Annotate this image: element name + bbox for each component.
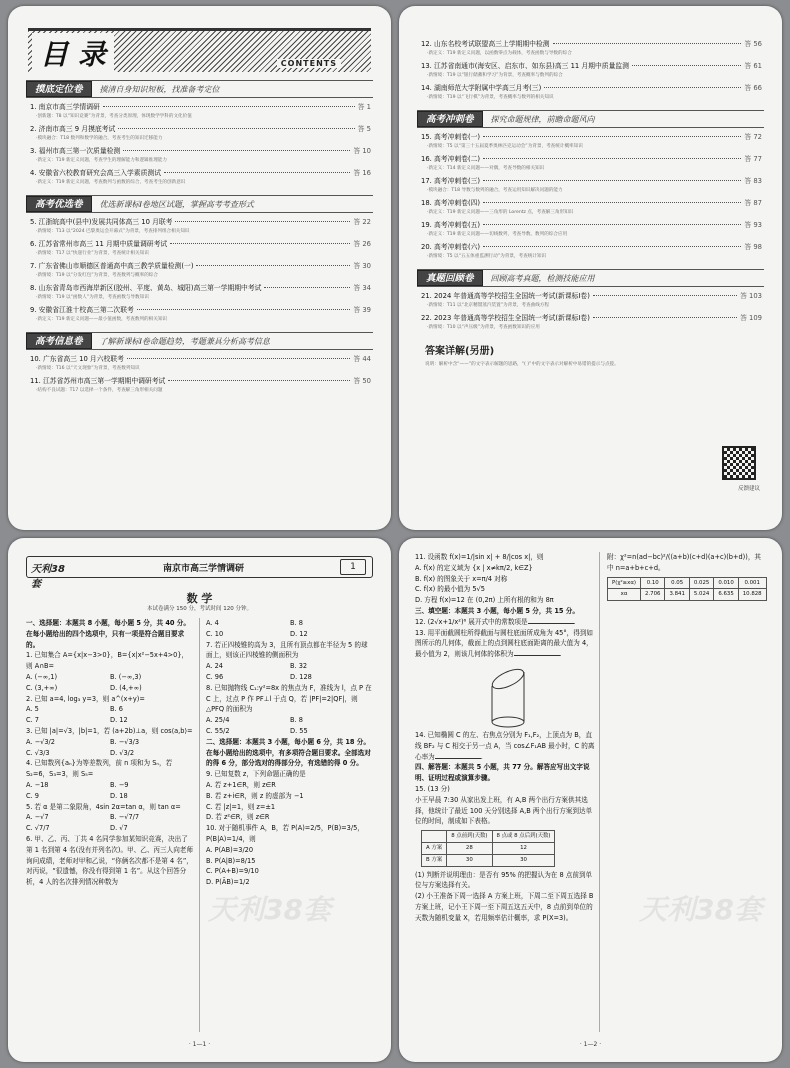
toc-entry-note: ·新情境：T13 以“2024 巴黎奥运会开幕式”为背景，考查排列组合相关知识 [36,229,190,234]
exam-page-2: 11. 设函数 f(x)=1/|sin x| + 8/|cos x|，则 A. f(x) 的定义域为 {x | x≠kπ/2, k∈Z} B. f(x) 的图象关于 x=π/4 对称 C. f(x) 的最小值为 5√5 D. 方程 f(x)=12 在 (0,2π) 上所有根的和为 8π 三、填空题：本题共 3 小题，每小题 5 分，共 15 分。 12. (2√x+1/x²)⁶ 展开式中的常数项是 . 13. 用平面截圆柱所得截面与圆柱底面所成角为 45°，得到如图所示的几何体，截面上的点到圆柱底面距离的最大值为 4，最小值为 2，则该几何体的体积为 . 14. 已知椭圆 C 的左、右焦点分别为 F₁,F₂，上顶点为 B，直线 BF₂ 与 C 相交于另一点 A，当 cos∠F₁AB 最小时，C 的离心率为 . 四、解答题：本题共 5 小题，共 77 分。解答应写出文字说明、证明过程或演算步骤。 15. (13 分) 小王早晨 7:30 从家出发上班，有 A,B 两个出行方案供其选择，他统计了最近 100 天分别选择 A,B 两个出行方案到达单位的时间，制成如下表格。 8 点前到(天数) 8 点或 8 点后到(天数) A 方案 28 12 B 方案 30 30 (1) 判断并说明理由：是否有 95% 的把握认为在 8 点前到单位与方案选择有关。 (2) 小王准备下周一选择 A 方案上班，下周二至下周五选择 B 方案上班，记小王下周一至下周五这五天中，8 点前到单位的天数为随机变量 X，若用频率估计概率，求 P(X=3)。 附：χ²=n(ad−bc)²/((a+b)(c+d)(a+c)(b+d))，其中 n=a+b+c+d。 P(χ²≥xα) 0.10 0.05 0.025 0.010 0.001 xα 2.706 3.841 5.024 6.635 10.828 天利38套 · 1—2 · [399,538,782,1062]
exam-page-1: 天利38套 南京市高三学情调研 1 数 学 本试卷满分 150 分，考试时间 120 分钟。 一、选择题：本题共 8 小题，每小题 5 分，共 40 分。在每小题给出的四个选项中，只有一项是符合题目要求的。 1. 已知集合 A={x|x−3>0}，B={x|x²−5x+4>0}，则 A∩B= A. (−∞,1) B. (−∞,3) C. (3,+∞) D. (4,+∞) 2. 已知 a=4, log₃ y=3，则 a^(x+y)= A. 5 B. 6 C. 7 D. 12 3. 已知 |a|=√3，|b|=1，若 (a+2b)⊥a，则 cos⟨a,b⟩= A. −√3/2 B. −√3/3 C. √3/3 D. √3/2 4. 已知数列{aₙ}为等差数列，前 n 项和为 Sₙ，若 S₂=6，S₃=3，则 S₅= A. −18 B. −9 C. 9 D. 18 5. 若 α 是第二象限角，4sin 2α=tan α，则 tan α= A. −√7 B. −√7/7 C. √7/7 D. √7 6. 甲、乙、丙、丁共 4 名同学参加某知识竞赛，决出了第 1 名到第 4 名(没有并列名次)。甲、乙、丙三人向老师询问成绩，老师对甲和乙说，“你俩名次都不是第 4 名”，对丙说，“很遗憾，你没有得到第 1 名”。从这个回答分析，4 人的名次排列情况种数为 A. 4 B. 8 C. 10 D. 12 7. 若正四棱锥的高为 3，且所有顶点都在半径为 5 的球面上，则该正四棱锥的侧面积为 A. 24 B. 32 C. 96 D. 128 8. 已知抛物线 C₁:y²=8x 的焦点为 F，准线为 l，点 P 在 C 上，过点 P 作 PF⊥l 于点 Q，若 |PF|=2|QF|，则 △PFQ 的面积为 A. 25/4 B. 8 C. 55/2 D. 55 二、选择题：本题共 3 小题，每小题 6 分，共 18 分。在每小题给出的选项中，有多项符合题目要求。全部选对的得 6 分，部分选对的得部分分，有选错的得 0 分。 9. 已知复数 z，下列命题正确的是 A. 若 z+1∈R，则 z∈R B. 若 z+i∈R，则 z 的虚部为 −1 C. 若 |z|=1，则 z=±1 D. 若 z²∈R，则 z∈R 10. 对于随机事件 A，B，若 P(A)=2/5，P(B)=3/5，P(B|A)=1/4，则 A. P(AB)=3/20 B. P(A|B)=8/15 C. P(A+B)=9/10 D. P(ĀB)=1/2 天利38套 · 1—1 · [8,538,391,1062]
section-header: 摸底定位卷 摸清自身知识短板，找准备考定位 [26,80,373,98]
qr-label: 反馈建议 [737,486,760,492]
toc-entry-note: ·新情境：T5 以“五五体重监测行动”为背景，考查统计知识 [427,254,547,259]
toc-page-2 [399,6,782,530]
toc-entry[interactable] [30,239,371,258]
toc-entry-note: ·模块融合：T18 导数与数列的融合，考查运用知识解决问题的能力 [427,188,563,193]
toc-entry-note: ·结构不良试题：T17 以选择一个条件，考查解三角形相关问题 [36,388,163,393]
toc-title: 目 录 [32,33,114,73]
toc-entry-page: 答 109 [740,314,762,322]
toc-entry-title: 5. 江浙皖高中(县中)发展共同体高三 10 月联考 [30,218,173,226]
toc-entry-page: 答 66 [744,84,762,92]
toc-entry-page: 答 34 [353,284,371,292]
toc-entry-title: 11. 江苏省苏州市高三第一学期期中调研考试 [30,377,166,385]
exam-column-right-2: 附：χ²=n(ad−bc)²/((a+b)(c+d)(a+c)(b+d))，其中 n=a+b+c+d。 P(χ²≥xα) 0.10 0.05 0.025 0.010 0.001 xα 2.706 3.841 5.024 6.635 10.828 [607,552,767,601]
toc-entry-page: 答 61 [744,62,762,70]
toc-entry[interactable] [421,61,762,80]
toc-entry[interactable] [30,102,371,121]
toc-entry-note: ·新情境：T17 以“快递行业”为背景，考查统计相关知识 [36,251,149,256]
toc-header [28,28,371,72]
exam-column-left: 一、选择题：本题共 8 小题，每小题 5 分，共 40 分。在每小题给出的四个选项中，只有一项是符合题目要求的。 1. 已知集合 A={x|x−3>0}，B={x|x²−5x+4>0}，则 A∩B= A. (−∞,1) B. (−∞,3) C. (3,+∞) D. (4,+∞) 2. 已知 a=4, log₃ y=3，则 a^(x+y)= A. 5 B. 6 C. 7 D. 12 3. 已知 |a|=√3，|b|=1，若 (a+2b)⊥a，则 cos⟨a,b⟩= A. −√3/2 B. −√3/3 C. √3/3 D. √3/2 4. 已知数列{aₙ}为等差数列，前 n 项和为 Sₙ，若 S₂=6，S₃=3，则 S₅= A. −18 B. −9 C. 9 D. 18 5. 若 α 是第二象限角，4sin 2α=tan α，则 tan α= A. −√7 B. −√7/7 C. √7/7 D. √7 6. 甲、乙、丙、丁共 4 名同学参加某知识竞赛，决出了第 1 名到第 4 名(没有并列名次)。甲、乙、丙三人向老师询问成绩，老师对甲和乙说，“你俩名次都不是第 4 名”，对丙说，“很遗憾，你没有得到第 1 名”。从这个回答分析，4 人的名次排列情况种数为 [26,619,193,887]
toc-entry-title: 18. 高考冲刺卷(四) [421,199,481,207]
section-header: 真题回顾卷 回顾高考真题，检测技能应用 [417,269,764,287]
toc-entry-page: 答 98 [744,243,762,251]
toc-entry-note: ·新定义：T19 新定义问题——切线数列，考查导数、数列的综合应用 [427,232,568,237]
toc-entry[interactable] [421,220,762,239]
toc-entry-note: ·新定义：T19 新定义问题，以函数零点为载体，考查函数与导数的综合 [427,51,572,56]
toc-entry-note: ·新情境：T11 以“北京精馏蒸汽装置”为背景，考查曲线方程 [427,303,549,308]
toc-entry-page: 答 50 [353,377,371,385]
toc-entry-title: 21. 2024 年普通高等学校招生全国统一考试(新课标Ⅰ卷) [421,292,590,300]
toc-entry-title: 1. 南京市高三学情调研 [30,103,100,111]
toc-entry-page: 答 39 [353,306,371,314]
toc-entry-title: 22. 2023 年普通高等学校招生全国统一考试(新课标Ⅰ卷) [421,314,590,322]
toc-entry-page: 答 30 [353,262,371,270]
toc-entry[interactable] [421,291,762,310]
toc-entry-note: ·新情境：T19 以“函数人”为背景，考查函数与导数知识 [36,295,149,300]
toc-entry-title: 3. 福州市高三第一次质量检测 [30,147,121,155]
toc-entry-page: 答 56 [744,40,762,48]
toc-entry[interactable] [30,124,371,143]
exam-number: 1 [340,559,366,575]
toc-entry[interactable] [421,198,762,217]
toc-entry-page: 答 26 [353,240,371,248]
toc-entry-note: ·新情境：T10 以“声压级”为背景，考查函数知识的应用 [427,325,540,330]
toc-entry[interactable] [421,313,762,332]
toc-entry-note: ·新情境：T19 以“飞行棋”为背景，考查概率与数列的相关知识 [427,95,554,100]
toc-entry-note: ·新情境：T16 以“天文现象”为背景，考查数列知识 [36,366,140,371]
toc-entry-note: ·新情境：T19 以“银行储蓄和学习”为背景，考查概率与数列的综合 [427,73,563,78]
toc-entry-title: 17. 高考冲刺卷(三) [421,177,481,185]
toc-entry-title: 14. 湖南师范大学附属中学高三月考(三) [421,84,542,92]
toc-entry[interactable] [30,146,371,165]
answer-title: 答案详解(另册) [425,346,495,357]
toc-entry-note: ·新定义：T19 新定义问题，考查学生的理解能力和逻辑推理能力 [36,158,168,163]
toc-entry[interactable] [421,39,762,58]
toc-entry-note: ·新定义：T19 新定义问题——最小值函数，考查数列的相关知识 [36,317,168,322]
contents-label: CONTENTS [277,59,341,68]
commute-table: 8 点前到(天数) 8 点或 8 点后到(天数) A 方案 28 12 B 方案 30 30 [421,830,555,866]
folio-1: · 1—1 · [188,1041,211,1048]
toc-page-1 [8,6,391,530]
toc-entry-title: 13. 江苏省南通市(海安区、启东市、如东县)高三 11 月期中质量监测 [421,62,629,70]
toc-entry-title: 6. 江苏省常州市高三 11 月期中质量调研考试 [30,240,168,248]
toc-entry-title: 12. 山东名校考试联盟高三上学期期中检测 [421,40,550,48]
toc-entry-page: 答 5 [357,125,371,133]
toc-entry[interactable] [30,217,371,236]
toc-entry-title: 10. 广东省高三 10 月六校联考 [30,355,124,363]
toc-entry[interactable] [30,305,371,324]
exam-title: 南京市高三学情调研 [162,563,244,574]
toc-entry-note: ·新定义：T19 新定义问题，考查数列与函数的综合，考查考生的创新意识 [36,180,186,185]
toc-entry[interactable] [421,154,762,173]
toc-entry[interactable] [30,261,371,280]
chi-square-table: P(χ²≥xα) 0.10 0.05 0.025 0.010 0.001 xα 2.706 3.841 5.024 6.635 10.828 [607,577,767,602]
toc-entry-title: 9. 安徽省江淮十校高三第二次联考 [30,306,134,314]
toc-entry-title: 19. 高考冲刺卷(五) [421,221,481,229]
folio-2: · 1—2 · [579,1041,602,1048]
toc-entry-page: 答 103 [740,292,762,300]
toc-entry-note: ·新情境：T19 以“分发红包”为背景，考查数列与概率的综合 [36,273,158,278]
toc-entry-page: 答 1 [357,103,371,111]
toc-entry-note: ·新定义：T14 新定义问题——对偶，考查导数的相关知识 [427,166,545,171]
exam-subject: 数 学 [186,592,213,605]
exam-column-right: A. 4 B. 8 C. 10 D. 12 7. 若正四棱锥的高为 3，且所有顶点都在半径为 5 的球面上，则该正四棱锥的侧面积为 A. 24 B. 32 C. 96 D. 128 8. 已知抛物线 C₁:y²=8x 的焦点为 F，准线为 l，点 P 在 C 上，过点 P 作 PF⊥l 于点 Q，若 |PF|=2|QF|，则 △PFQ 的面积为 A. 25/4 B. 8 C. 55/2 D. 55 二、选择题：本题共 3 小题，每小题 6 分，共 18 分。在每小题给出的选项中，有多项符合题目要求。全部选对的得 6 分，部分选对的得部分分，有选错的得 0 分。 9. 已知复数 z，下列命题正确的是 A. 若 z+1∈R，则 z∈R B. 若 z+i∈R，则 z 的虚部为 −1 C. 若 |z|=1，则 z=±1 D. 若 z²∈R，则 z∈R 10. 对于随机事件 A，B，若 P(A)=2/5，P(B)=3/5，P(B|A)=1/4，则 A. P(AB)=3/20 B. P(A|B)=8/15 C. P(A+B)=9/10 D. P(ĀB)=1/2 [206,619,372,887]
toc-entry-title: 7. 广东省佛山市顺德区普通高中高三教学质量检测(一) [30,262,194,270]
toc-entry-note: ·创新题：T8 以“知识竞赛”为背景，考查分类原理，体现数学学科的文化价值 [36,114,192,119]
toc-entry-note: ·模块融合：T18 数列和数学的融合，考查考生的知识迁移能力 [36,136,163,141]
toc-entry[interactable] [30,168,371,187]
toc-entry-title: 4. 安徽省六校教育研究会高三入学素质测试 [30,169,161,177]
section-header: 高考优选卷 优选新课标Ⅰ卷地区试题，掌握高考考查形式 [26,195,373,213]
toc-entry-page: 答 10 [353,147,371,155]
toc-entry-note: ·新定义：T19 新定义问题——三角形的 Lorentz 点，考查解三角形知识 [427,210,574,215]
toc-entry-page: 答 72 [744,133,762,141]
section-header: 高考冲刺卷 探究命题规律，前瞻命题风向 [417,110,764,128]
toc-entry[interactable] [421,176,762,195]
logo: 天利38套 [31,564,65,590]
toc-entry-page: 答 16 [353,169,371,177]
toc-entry-page: 答 44 [353,355,371,363]
section-header: 高考信息卷 了解新课标Ⅰ卷命题趋势，考题兼具分析高考信息 [26,332,373,350]
toc-entry-title: 16. 高考冲刺卷(二) [421,155,481,163]
toc-entry-title: 2. 济南市高三 9 月摸底考试 [30,125,116,133]
toc-entry[interactable] [30,283,371,302]
qr-code-icon[interactable] [722,446,756,480]
toc-entry[interactable] [30,354,371,373]
toc-entry-page: 答 83 [744,177,762,185]
toc-entry[interactable] [421,83,762,102]
exam-info: 本试卷满分 150 分，考试时间 120 分钟。 [147,606,252,612]
toc-entry[interactable] [421,242,762,261]
exam-header [26,556,373,590]
toc-entry-page: 答 22 [353,218,371,226]
toc-entry-page: 答 93 [744,221,762,229]
toc-entry-title: 20. 高考冲刺卷(六) [421,243,481,251]
toc-entry-page: 答 77 [744,155,762,163]
toc-entry-page: 答 87 [744,199,762,207]
answer-note: 说明：解析中含“——”的文字表示解题的思路，“( )”中的文字表示对解析中易错的提示与点拨。 [425,362,619,367]
exam-column-left-2: 11. 设函数 f(x)=1/|sin x| + 8/|cos x|，则 A. f(x) 的定义域为 {x | x≠kπ/2, k∈Z} B. f(x) 的图象关于 x=π/4 对称 C. f(x) 的最小值为 5√5 D. 方程 f(x)=12 在 (0,2π) 上所有根的和为 8π 三、填空题：本题共 3 小题，每小题 5 分，共 15 分。 12. (2√x+1/x²)⁶ 展开式中的常数项是 . 13. 用平面截圆柱所得截面与圆柱底面所成角为 45°，得到如图所示的几何体，截面上的点到圆柱底面距离的最大值为 4，最小值为 2，则该几何体的体积为 . 14. 已知椭圆 C 的左、右焦点分别为 F₁,F₂，上顶点为 B，直线 BF₂ 与 C 相交于另一点 A，当 cos∠F₁AB 最小时，C 的离心率为 . 四、解答题：本题共 5 小题，共 77 分。解答应写出文字说明、证明过程或演算步骤。 15. (13 分) 小王早晨 7:30 从家出发上班，有 A,B 两个出行方案供其选择，他统计了最近 100 天分别选择 A,B 两个出行方案到达单位的时间，制成如下表格。 8 点前到(天数) 8 点或 8 点后到(天数) A 方案 28 12 B 方案 30 30 (1) 判断并说明理由：是否有 95% 的把握认为在 8 点前到单位与方案选择有关。 (2) 小王准备下周一选择 A 方案上班，下周二至下周五选择 B 方案上班，记小王下周一至下周五这五天中，8 点前到单位的天数为随机变量 X，若用频率估计概率，求 P(X=3)。 [415,553,595,922]
toc-entry-title: 8. 山东省青岛市西海岸新区(胶州、平度、黄岛、城阳)高三第一学期期中考试 [30,284,262,292]
toc-entry[interactable] [30,376,371,395]
toc-entry-note: ·新情境：T5 以“第三十五届夏季奥林匹克运动会”为背景，考查统计概率知识 [427,144,583,149]
toc-entry-title: 15. 高考冲刺卷(一) [421,133,481,141]
cylinder-figure [485,666,531,730]
toc-entry[interactable] [421,132,762,151]
